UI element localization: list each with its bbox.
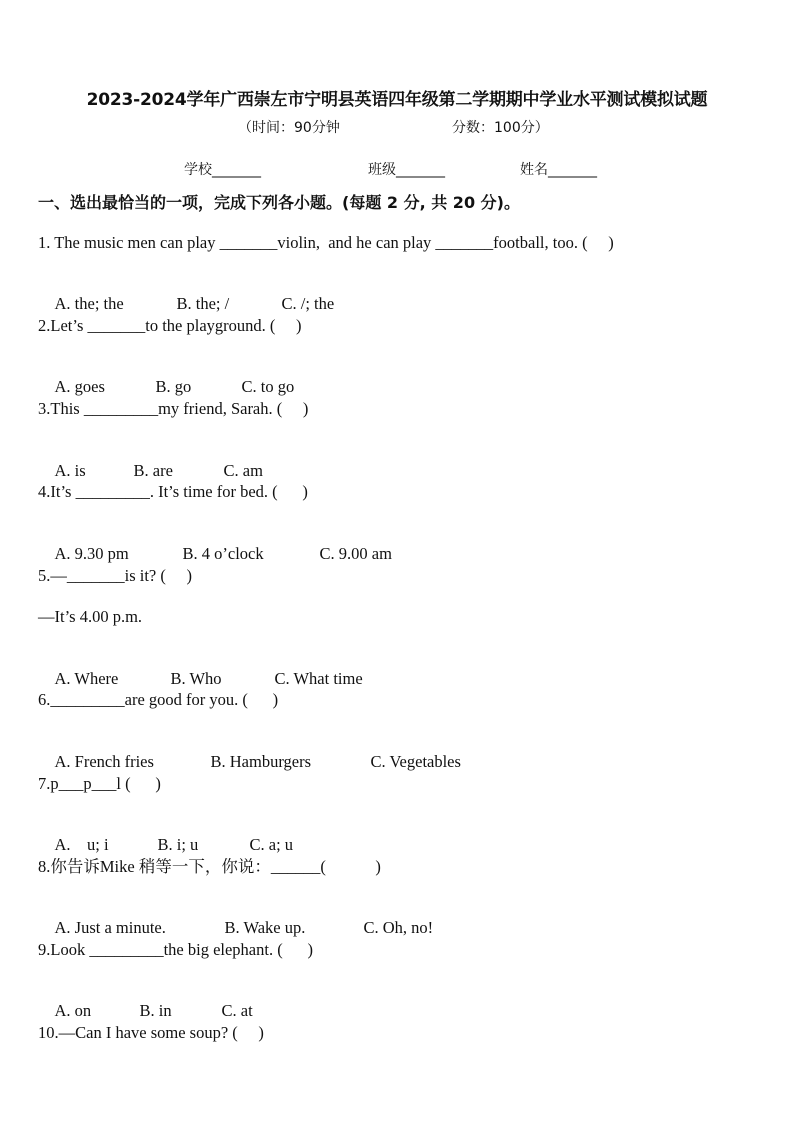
question-9-stem: 9.Look _________the big elephant. ( ) xyxy=(38,940,313,959)
question-2-stem: 2.Let’s _______to the playground. ( ) xyxy=(38,316,302,335)
option-a: A. 9.30 pm xyxy=(54,544,129,563)
section-heading: 一、选出最恰当的一项，完成下列各小题。(每题 2 分, 共 20 分)。 xyxy=(38,193,520,212)
name-field: 姓名_______ xyxy=(520,162,597,178)
option-a: A. the; the xyxy=(54,294,124,313)
school-field: 学校_______ xyxy=(184,162,261,178)
question-1-stem: 1. The music men can play _______violin, and he can play _______football, too. ( ) xyxy=(38,233,614,252)
option-c: C. /; the xyxy=(281,294,335,313)
option-a: A. is xyxy=(54,461,86,480)
option-a: A. Just a minute. xyxy=(54,918,166,937)
option-b: B. are xyxy=(133,461,173,480)
option-c: C. What time xyxy=(274,669,363,688)
option-b: B. Wake up. xyxy=(224,918,306,937)
option-a: A. on xyxy=(54,1001,92,1020)
option-b: B. i; u xyxy=(157,835,199,854)
option-c: C. Vegetables xyxy=(370,752,461,771)
option-b: B. the; / xyxy=(176,294,230,313)
option-a: A. French fries xyxy=(54,752,154,771)
option-c: C. am xyxy=(223,461,263,480)
option-c: C. a; u xyxy=(249,835,294,854)
question-4-stem: 4.It’s _________. It’s time for bed. ( ) xyxy=(38,482,308,501)
option-c: C. at xyxy=(221,1001,253,1020)
option-c: C. to go xyxy=(241,377,295,396)
option-c: C. 9.00 am xyxy=(319,544,392,563)
question-6-stem: 6._________are good for you. ( ) xyxy=(38,690,279,709)
question-5-answer-line: —It’s 4.00 p.m. xyxy=(38,607,143,626)
exam-title: 2023-2024学年广西崇左市宁明县英语四年级第二学期期中学业水平测试模拟试题 xyxy=(86,90,708,110)
option-b: B. Hamburgers xyxy=(210,752,312,771)
exam-score: 分数：100分） xyxy=(452,120,549,136)
option-b: B. Who xyxy=(170,669,222,688)
option-b: B. 4 o’clock xyxy=(182,544,264,563)
question-10-stem: 10.—Can I have some soup? ( ) xyxy=(38,1023,264,1042)
option-b: B. go xyxy=(155,377,192,396)
option-a: A. u; i xyxy=(54,835,109,854)
option-b: B. in xyxy=(139,1001,172,1020)
question-8-stem: 8.你告诉Mike 稍等一下，你说：______( ) xyxy=(38,857,381,876)
exam-time: （时间：90分钟 xyxy=(238,120,340,136)
option-c: C. Oh, no! xyxy=(363,918,434,937)
question-7-stem: 7.p___p___l ( ) xyxy=(38,774,161,793)
class-field: 班级_______ xyxy=(368,162,445,178)
option-a: A. Where xyxy=(54,669,119,688)
question-3-stem: 3.This _________my friend, Sarah. ( ) xyxy=(38,399,309,418)
question-5-stem: 5.—_______is it? ( ) xyxy=(38,566,192,585)
option-a: A. goes xyxy=(54,377,105,396)
